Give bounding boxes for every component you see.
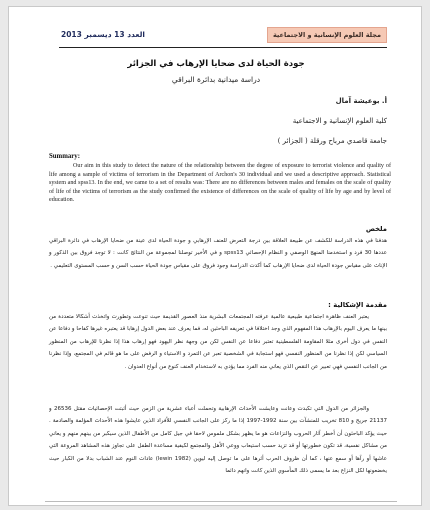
- introduction-paragraph-1: يعتبر العنف ظاهرة اجتماعية طبيعية عالمية عرفته المجتمعات البشرية منذ العصور القديمة حيث تنوعت وتطورت واتخذت أشكالا متعددة من بينها ما يعرف اليوم بالإرهاب هذا المفهوم الذي وجد اختلافا في تعريفه الباحثين له، فما يعرف عند بعض الدول إرهابا قد يعتبره غيرها كفاحا و دفاعا عن النفس في دول أخرى مثلا المقاومة الفلسطينية تعتبر دفاعا عن النفس لكن من وجهة نظر اليهود فهو إرهاب هذا إذا نظرنا للإرهاب من المنظور السياسي لكن إذا نظرنا من المنظور النفسي فهو استجابة في الشخصية تعبر عن التمرد و الاستياء و الرفض على ما هو قائم في المجتمع، وإذا نظرنا من الجانب النفسي فهي تعبير عن النقص الذي يعاني منه الفرد مما يؤدي به لاستخدام العنف كنوع من أنواع العدوان .: [49, 314, 387, 370]
- article-title: جودة الحياة لدى ضحايا الإرهاب في الجزائر: [127, 59, 305, 69]
- issue-label: العدد 13 ديسمبر 2013: [61, 30, 146, 39]
- abstract-heading: ملخص: [365, 225, 387, 233]
- summary-heading: Summary:: [49, 153, 80, 160]
- footer-rule: [45, 501, 397, 502]
- header-rule: [59, 47, 387, 48]
- introduction-heading: مقدمة الإشكالية :: [328, 301, 387, 309]
- author-affiliation-faculty: كلية العلوم الإنسانية و الاجتماعية: [292, 117, 387, 125]
- author-affiliation-university: جامعة قاصدي مرباح ورقلة ( الجزائر ): [277, 137, 387, 145]
- article-subtitle: دراسة ميدانية بدائرة البراقي: [171, 75, 261, 84]
- abstract-text: هدفنا في هذه الدراسة للكشف عن طبيعة العلاقة بين درجة التعرض للعنف الإرهابي و جودة الحياة لدى عينة من ضحايا الإرهاب في دائرة البراقي عددها 30 فرد و استخدمنا المنهج الوصفي و النظام الإحصائي spss13 و في الأخير توصلنا لمجموعة من النتائج كانت : لا توجد فروق بين الذكور و الإناث على مقياس جودة الحياة لدى ضحايا الإرهاب كما أكدت الدراسة وجود فروق على مقياس جودة الحياة حسب السن و حسب المستوى التعليمي .: [49, 238, 387, 269]
- document-page: [8, 6, 422, 506]
- introduction-paragraph-2: والجزائر من الدول التي تكبدت وعانت وعايشت الأحداث الإرهابية وتحملت أعباء عشرية من الزمن حيث أثبتت الإحصائيات مقتل 26536 و 21137 جريح و 810 تخريب للمنشآت بين سنة 1992-1997 إذا ما ركز على الجانب النفسي للأفراد الذين عايشوا هذه الأحداث المؤلمة والصادمة . حيث يؤكد الباحثون أن أخطر آثار الحروب والنزاعات هو ما يظهر بشكل ملموس لاحقا في جيل كامل من الأطفال الذين سيكبر من بينهم منهم و يعاني من مشاكل نفسية، قد تكون خطورتها أو قد تزيد حسب استيعاب ووعي الأهل والمجتمع لكيفية مساعدة الطفل على تجاوز هذه المشاهد المروعة التي عاشها أو رآها أو سمع عنها ، كما أن ظروف الحرب أثرها على ما توصل إليه ليوين (lewin 1982) عادات النوم عند الشباب بدلا من الكبار حيث يخضعونها لكل النزاع بعد ما يسمى ذلك المأسوي الذين كانت وانهم دائما: [49, 406, 387, 475]
- running-header: [9, 25, 422, 45]
- journal-name-badge: مجلة العلوم الإنسانية و الاجتماعية: [267, 27, 387, 43]
- author-block: [167, 97, 387, 151]
- author-name: أ. بوعيشة آمال: [335, 97, 387, 105]
- summary-text: Our aim in this study to detect the nature of the relationship between the degree of exposure to terrorist violence and quality of life among a sample of victims of terrorism in the Department of Archon's 30 individual and we used a descriptive approach. Statistical system and spss13. In the end, we came to a set of results was: There are no differences between males and females on the scale of quality of life of the victims of terrorism as the study confirmed the existence of differences on the scale of quality of life by age and by level of education.: [49, 163, 391, 204]
